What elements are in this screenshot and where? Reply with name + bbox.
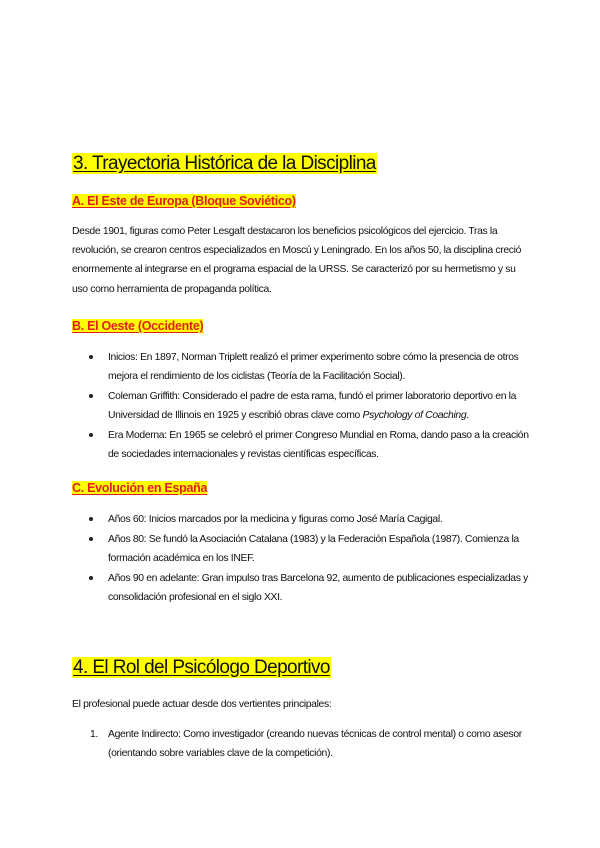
bullet-icon	[89, 537, 93, 541]
section-3-heading: 3. Trayectoria Histórica de la Disciplina	[73, 153, 376, 174]
bullet-icon	[89, 355, 93, 359]
list-item: Años 80: Se fundó la Asociación Catalana (1983) y la Federación Española (1987). Comienza la formación académica en los INEF.	[72, 530, 534, 568]
subsection-a-paragraph: Desde 1901, figuras como Peter Lesgaft destacaron los beneficios psicológicos del ejercicio. Tras la revolución, se crearon centros especializados en Moscú y Leningrado. En los años 50, la disciplina creció enormemente al integrarse en el programa espacial de la URSS. Se caracterizó por su hermetismo y su uso como herramienta de propaganda política.	[72, 226, 521, 295]
list-item: Años 60: Inicios marcados por la medicina y figuras como José María Cagigal.	[72, 510, 534, 529]
subsection-c-list	[72, 510, 534, 608]
bullet-icon	[89, 394, 93, 398]
section-4-list	[72, 725, 534, 764]
list-item: Inicios: En 1897, Norman Triplett realizó el primer experimento sobre cómo la presencia de otros mejora el rendimiento de los ciclistas (Teoría de la Facilitación Social).	[72, 348, 534, 386]
subsection-a-heading: A. El Este de Europa (Bloque Soviético)	[72, 194, 296, 208]
list-number: 1.	[90, 729, 98, 740]
subsection-b-list	[72, 348, 534, 465]
list-item: Coleman Griffith: Considerado el padre de esta rama, fundó el primer laboratorio deportivo en la Universidad de Illinois en 1925 y escribió obras clave como Psychology of Coaching.	[72, 387, 534, 425]
bullet-icon	[89, 433, 93, 437]
subsection-b-heading: B. El Oeste (Occidente)	[72, 319, 204, 333]
bullet-icon	[89, 576, 93, 580]
section-4-intro: El profesional puede actuar desde dos vertientes principales:	[72, 699, 332, 710]
list-item: 1. Agente Indirecto: Como investigador (creando nuevas técnicas de control mental) o como asesor (orientando sobre variables clave de la competición).	[72, 725, 534, 763]
subsection-c-heading: C. Evolución en España	[72, 481, 208, 495]
section-4-heading: 4. El Rol del Psicólogo Deportivo	[73, 657, 330, 678]
list-item: Era Moderna: En 1965 se celebró el primer Congreso Mundial en Roma, dando paso a la creación de sociedades internacionales y revistas científicas específicas.	[72, 426, 534, 464]
bullet-icon	[89, 517, 93, 521]
book-title: Psychology of Coaching	[362, 410, 467, 422]
list-item: Años 90 en adelante: Gran impulso tras Barcelona 92, aumento de publicaciones especializadas y consolidación profesional en el siglo XXI.	[72, 569, 534, 607]
